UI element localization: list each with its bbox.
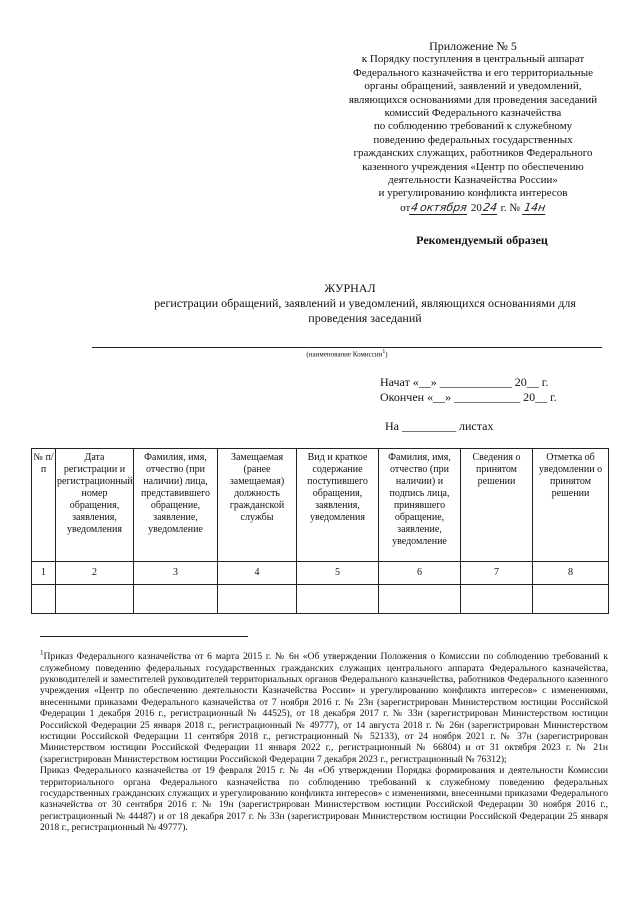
table-empty-row — [32, 585, 609, 614]
table-header-cell: № п/п — [32, 449, 56, 562]
appendix-line: органы обращений, заявлений и уведомлений, — [364, 80, 582, 93]
order-year-label: г. № — [500, 201, 520, 214]
table-header-cell: Отметка об уведомлении о принятом решении — [533, 449, 609, 562]
commission-caption-end: ) — [385, 350, 388, 359]
table-header-cell: Фамилия, имя, отчество (при наличии) лица, представившего обращение, заявление, уведомление — [134, 449, 218, 562]
journal-subtitle — [90, 296, 640, 326]
commission-name-line — [92, 347, 602, 348]
table-number-cell: 5 — [297, 562, 379, 585]
appendix-line: комиссий Федерального казначейства — [384, 107, 562, 120]
appendix-line: к Порядку поступления в центральный аппарат — [361, 53, 585, 66]
table-empty-cell — [461, 585, 533, 614]
table-empty-cell — [32, 585, 56, 614]
commission-footnote-ref: 1 — [382, 349, 386, 355]
table-header-cell: Дата регистрации и регистрационный номер обращения, заявления, уведомления — [56, 449, 134, 562]
appendix-block — [328, 40, 618, 215]
footnote-paragraph-1 — [40, 648, 608, 765]
table-header-row — [32, 449, 609, 562]
order-date-month: октября — [419, 200, 469, 214]
table-empty-cell — [56, 585, 134, 614]
table-number-cell: 1 — [32, 562, 56, 585]
sheets-count-line: На _________ листах — [385, 419, 494, 433]
journal-subtitle-line-2: проведения заседаний — [308, 311, 422, 325]
order-number: 14н — [522, 200, 546, 214]
journal-table — [31, 448, 609, 614]
table-number-row — [32, 562, 609, 585]
footnote-text-1: Приказ Федерального казначейства от 6 марта 2015 г. № 6н «Об утверждении Положения о Комиссии по соблюдению требований к служебному поведению федеральных государственных гражданских служащих центрального аппарата Федерального казначейства, руководителей и заместителей руководителей территориальных органов Федерального казначейства, работников Федерального казенного учреждения «Центр по обеспечению деятельности Казначейства России» и урегулированию конфликта интересов» с изменениями, внесенными приказами Федерального казначейства от 7 ноября 2016 г. № 23н (зарегистрирован Министерством юстиции Российской Федерации 1 декабря 2016 г., регистрационный № 44525), от 18 декабря 2017 г. № 33н (зарегистрирован Министерством юстиции Российской Федерации 25 января 2018 г., регистрационный № 49777), от 14 августа 2018 г. № 26н (зарегистрирован Министерством юстиции Российской Федерации 11 сентября 2018 г., регистрационный № 52133), от 24 ноября 2021 г. № 37н (зарегистрирован Министерством юстиции Российской Федерации 11 января 2022 г., регистрационный № 66804) и от 31 октября 2023 г. № 21н (зарегистрирован Министерством юстиции Российской Федерации 7 декабря 2023 г., регистрационный № 76312); — [40, 651, 608, 765]
order-reference-line — [328, 201, 618, 215]
order-year-suffix: 24 — [482, 200, 498, 214]
appendix-line: являющихся основаниями для проведения заседаний — [348, 93, 598, 106]
table-header-cell: Фамилия, имя, отчество (при наличии) и подпись лица, принявшего обращение, заявление, уведомление — [379, 449, 461, 562]
table-number-cell: 2 — [56, 562, 134, 585]
table-empty-cell — [533, 585, 609, 614]
footnote-separator — [40, 636, 248, 637]
commission-caption — [92, 349, 602, 358]
appendix-line: и урегулированию конфликта интересов — [378, 187, 568, 200]
order-year-prefix: 20 — [470, 201, 482, 214]
appendix-line: гражданских служащих, работников Федерального — [353, 147, 593, 160]
table-number-cell: 3 — [134, 562, 218, 585]
table-number-cell: 7 — [461, 562, 533, 585]
sample-label: Рекомендуемый образец — [416, 233, 548, 247]
journal-dates — [380, 375, 557, 405]
table-empty-cell — [134, 585, 218, 614]
table-header-cell: Замещаемая (ранее замещаемая) должность гражданской службы — [218, 449, 297, 562]
footnote-paragraph-2: Приказ Федерального казначейства от 19 февраля 2015 г. № 4н «Об утверждении Порядка формирования и деятельности Комиссии территориального органа Федерального казначейства по соблюдению требований к служебному поведению федеральных государственных гражданских служащих и урегулированию конфликта интересов» с изменениями, внесенными приказами Федерального казначейства от 30 сентября 2016 г. № 19н (зарегистрирован Министерством юстиции Российской Федерации 30 ноября 2016 г., регистрационный № 44487) и от 18 декабря 2017 г. № 33н (зарегистрирован Министерством юстиции Российской Федерации 25 января 2018 г., регистрационный № 49777). — [40, 765, 608, 834]
appendix-title: Приложение № 5 — [429, 39, 517, 53]
appendix-line: Федерального казначейства и его территориальные — [353, 66, 593, 79]
table-number-cell: 4 — [218, 562, 297, 585]
journal-title: ЖУРНАЛ — [324, 281, 376, 295]
appendix-line: поведению федеральных государственных — [373, 133, 573, 146]
table-number-cell: 6 — [379, 562, 461, 585]
table-header-cell: Сведения о принятом решении — [461, 449, 533, 562]
started-date-line: Начат «__» ____________ 20__ г. — [380, 375, 549, 389]
footnote — [40, 648, 608, 834]
order-prefix: от — [400, 201, 411, 214]
table-header-cell: Вид и краткое содержание поступившего обращения, заявления, уведомления — [297, 449, 379, 562]
table-empty-cell — [379, 585, 461, 614]
order-date-day: 4 — [410, 200, 420, 214]
appendix-line: по соблюдению требований к служебному — [373, 120, 573, 133]
ended-date-line: Окончен «__» ___________ 20__ г. — [380, 390, 557, 404]
footnote-number: 1 — [40, 649, 44, 657]
table-empty-cell — [218, 585, 297, 614]
appendix-line: казенного учреждения «Центр по обеспечению — [362, 160, 584, 173]
table-number-cell: 8 — [533, 562, 609, 585]
commission-caption-text: (наименование Комиссии — [306, 350, 383, 359]
table-empty-cell — [297, 585, 379, 614]
journal-subtitle-line-1: регистрации обращений, заявлений и уведомлений, являющихся основаниями для — [154, 296, 576, 310]
appendix-line: деятельности Казначейства России» — [388, 174, 558, 187]
